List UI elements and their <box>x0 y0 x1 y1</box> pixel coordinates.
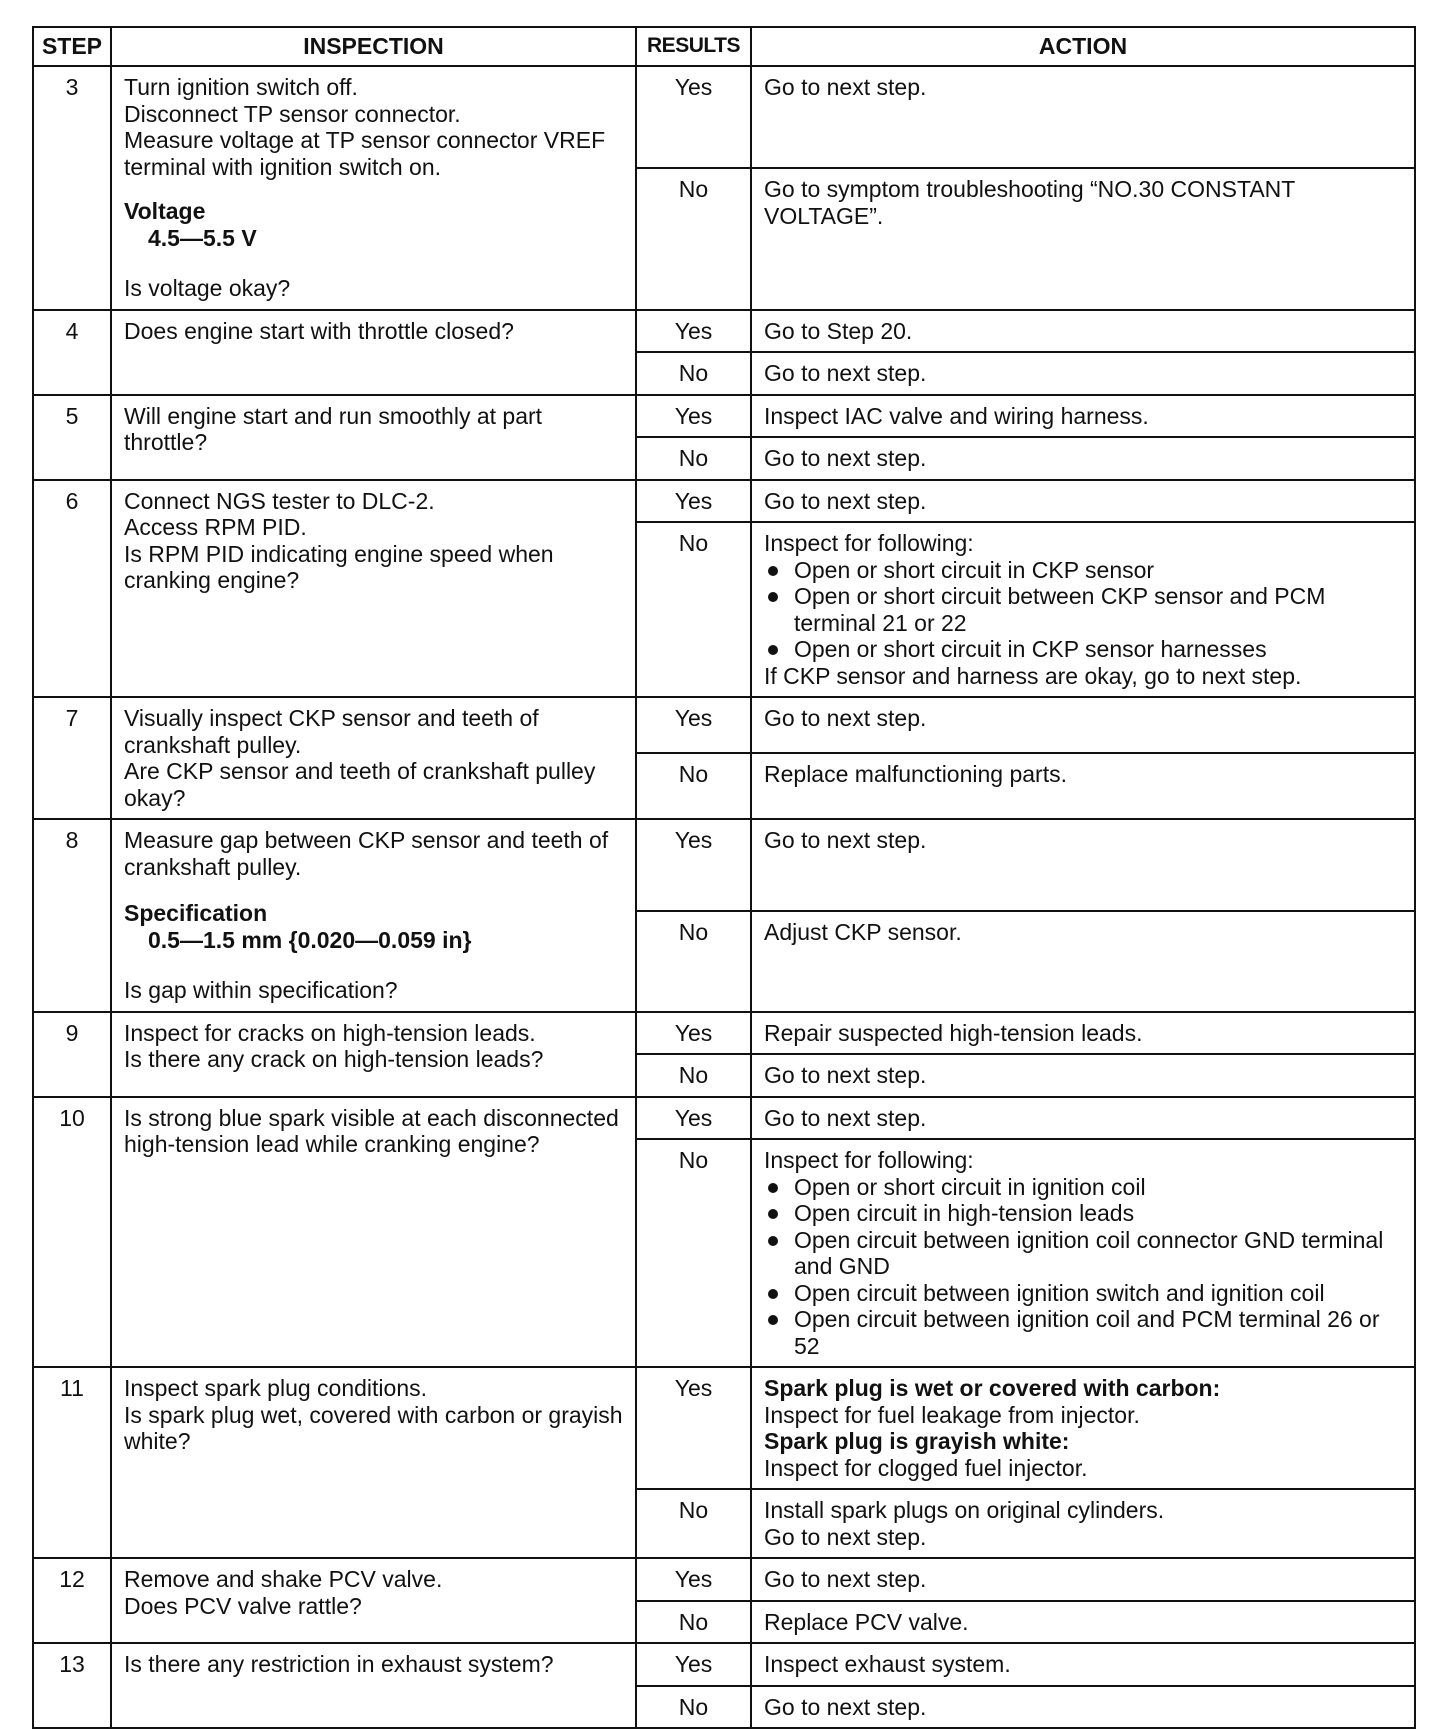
result-no: No <box>636 753 751 819</box>
result-no: No <box>636 911 751 1012</box>
bullet-item: Open or short circuit between CKP sensor and PCM terminal 21 or 22 <box>764 583 1402 636</box>
result-yes: Yes <box>636 819 751 911</box>
result-no: No <box>636 1601 751 1644</box>
action-no: Replace PCV valve. <box>751 1601 1415 1644</box>
action-yes: Go to next step. <box>751 66 1415 168</box>
action-outro: If CKP sensor and harness are okay, go to next step. <box>764 662 1302 689</box>
action-no <box>751 1139 1415 1367</box>
table-row <box>33 1012 1415 1055</box>
action-yes: Go to next step. <box>751 819 1415 911</box>
step-number: 6 <box>33 480 111 698</box>
action-no: Go to next step. <box>751 1686 1415 1729</box>
inspection-line: Are CKP sensor and teeth of crankshaft pulley okay? <box>124 758 596 811</box>
table-row <box>33 1558 1415 1601</box>
bullet-item: Open or short circuit in CKP sensor <box>764 557 1402 584</box>
bullet-item: Open or short circuit in ignition coil <box>764 1174 1402 1201</box>
action-yes: Go to next step. <box>751 480 1415 523</box>
condition-title: Spark plug is wet or covered with carbon: <box>764 1375 1221 1401</box>
result-yes: Yes <box>636 310 751 353</box>
inspection-line: Is there any crack on high-tension leads? <box>124 1046 544 1072</box>
action-no: Replace malfunctioning parts. <box>751 753 1415 819</box>
spec-title: Voltage <box>124 198 206 224</box>
inspection-line: Access RPM PID. <box>124 514 307 540</box>
header-results: RESULTS <box>636 27 751 66</box>
action-no: Go to symptom troubleshooting “NO.30 CONSTANT VOLTAGE”. <box>751 168 1415 310</box>
table-row <box>33 1097 1415 1140</box>
result-no: No <box>636 1139 751 1367</box>
result-yes: Yes <box>636 697 751 753</box>
header-step: STEP <box>33 27 111 66</box>
step-number: 7 <box>33 697 111 819</box>
step-number: 13 <box>33 1643 111 1728</box>
inspection-line: Is spark plug wet, covered with carbon or grayish white? <box>124 1401 623 1454</box>
inspection-cell: Is there any restriction in exhaust system? <box>111 1643 636 1728</box>
action-yes: Go to Step 20. <box>751 310 1415 353</box>
step-number: 3 <box>33 66 111 310</box>
inspection-line: Connect NGS tester to DLC-2. <box>124 487 435 514</box>
step-number: 9 <box>33 1012 111 1097</box>
bullet-item: Open or short circuit in CKP sensor harnesses <box>764 636 1402 663</box>
table-row <box>33 480 1415 523</box>
inspection-question: Is voltage okay? <box>124 275 291 301</box>
result-no: No <box>636 352 751 395</box>
step-number: 8 <box>33 819 111 1012</box>
troubleshooting-table <box>32 26 1416 1729</box>
result-yes: Yes <box>636 1012 751 1055</box>
inspection-line: Turn ignition switch off. <box>124 74 358 100</box>
bullet-item: Open circuit between ignition switch and ignition coil <box>764 1280 1402 1307</box>
header-row <box>33 27 1415 66</box>
result-yes: Yes <box>636 66 751 168</box>
inspection-cell: Does engine start with throttle closed? <box>111 310 636 395</box>
spec-value: 0.5—1.5 mm {0.020—0.059 in} <box>148 926 472 953</box>
inspection-line: Inspect spark plug conditions. <box>124 1375 428 1401</box>
action-yes: Go to next step. <box>751 1097 1415 1140</box>
action-no: Go to next step. <box>751 437 1415 480</box>
inspection-cell: Will engine start and run smoothly at part throttle? <box>111 395 636 480</box>
result-yes: Yes <box>636 1558 751 1601</box>
action-intro: Inspect for following: <box>764 530 974 556</box>
table-row <box>33 819 1415 911</box>
table-row <box>33 310 1415 353</box>
result-no: No <box>636 1054 751 1097</box>
result-no: No <box>636 522 751 697</box>
bullet-list <box>764 1174 1402 1360</box>
inspection-cell <box>111 819 636 1012</box>
spec-value: 4.5—5.5 V <box>148 224 257 251</box>
action-no: Adjust CKP sensor. <box>751 911 1415 1012</box>
action-yes: Go to next step. <box>751 697 1415 753</box>
inspection-cell <box>111 1558 636 1643</box>
action-intro: Inspect for following: <box>764 1147 974 1173</box>
result-yes: Yes <box>636 395 751 438</box>
table-row <box>33 66 1415 168</box>
bullet-list <box>764 557 1402 663</box>
inspection-cell <box>111 697 636 819</box>
condition-text: Inspect for clogged fuel injector. <box>764 1454 1088 1481</box>
table-row <box>33 1367 1415 1489</box>
action-yes: Go to next step. <box>751 1558 1415 1601</box>
inspection-line: Measure voltage at TP sensor connector VREF terminal with ignition switch on. <box>124 127 606 180</box>
inspection-line: Is RPM PID indicating engine speed when cranking engine? <box>124 540 554 593</box>
inspection-line: Remove and shake PCV valve. <box>124 1566 443 1592</box>
table-row <box>33 395 1415 438</box>
result-no: No <box>636 1489 751 1558</box>
action-yes: Repair suspected high-tension leads. <box>751 1012 1415 1055</box>
inspection-cell <box>111 1012 636 1097</box>
inspection-line: Disconnect TP sensor connector. <box>124 100 461 127</box>
inspection-line: Inspect for cracks on high-tension leads. <box>124 1019 536 1046</box>
result-yes: Yes <box>636 1367 751 1489</box>
inspection-cell <box>111 1367 636 1558</box>
step-number: 11 <box>33 1367 111 1558</box>
inspection-line: Does PCV valve rattle? <box>124 1592 362 1619</box>
result-yes: Yes <box>636 480 751 523</box>
step-number: 5 <box>33 395 111 480</box>
action-no <box>751 522 1415 697</box>
action-yes <box>751 1367 1415 1489</box>
condition-text: Inspect for fuel leakage from injector. <box>764 1401 1140 1428</box>
condition-title: Spark plug is grayish white: <box>764 1428 1070 1454</box>
action-yes: Inspect IAC valve and wiring harness. <box>751 395 1415 438</box>
header-inspection: INSPECTION <box>111 27 636 66</box>
inspection-cell <box>111 66 636 310</box>
step-number: 4 <box>33 310 111 395</box>
bullet-item: Open circuit in high-tension leads <box>764 1200 1402 1227</box>
action-line: Go to next step. <box>764 1523 927 1550</box>
inspection-cell: Is strong blue spark visible at each disconnected high-tension lead while cranking engine? <box>111 1097 636 1368</box>
result-no: No <box>636 1686 751 1729</box>
header-action: ACTION <box>751 27 1415 66</box>
table-row <box>33 697 1415 753</box>
result-yes: Yes <box>636 1097 751 1140</box>
result-no: No <box>636 168 751 310</box>
inspection-question: Is gap within specification? <box>124 977 398 1003</box>
table-row <box>33 1643 1415 1686</box>
step-number: 10 <box>33 1097 111 1368</box>
result-no: No <box>636 437 751 480</box>
step-number: 12 <box>33 1558 111 1643</box>
action-yes: Inspect exhaust system. <box>751 1643 1415 1686</box>
bullet-item: Open circuit between ignition coil connector GND terminal and GND <box>764 1227 1402 1280</box>
action-line: Install spark plugs on original cylinders. <box>764 1497 1165 1523</box>
bullet-item: Open circuit between ignition coil and PCM terminal 26 or 52 <box>764 1306 1402 1359</box>
spec-title: Specification <box>124 900 268 926</box>
action-no: Go to next step. <box>751 352 1415 395</box>
inspection-line: Measure gap between CKP sensor and teeth of crankshaft pulley. <box>124 827 609 880</box>
action-no: Go to next step. <box>751 1054 1415 1097</box>
result-yes: Yes <box>636 1643 751 1686</box>
inspection-line: Visually inspect CKP sensor and teeth of crankshaft pulley. <box>124 705 539 758</box>
action-no <box>751 1489 1415 1558</box>
inspection-cell <box>111 480 636 698</box>
